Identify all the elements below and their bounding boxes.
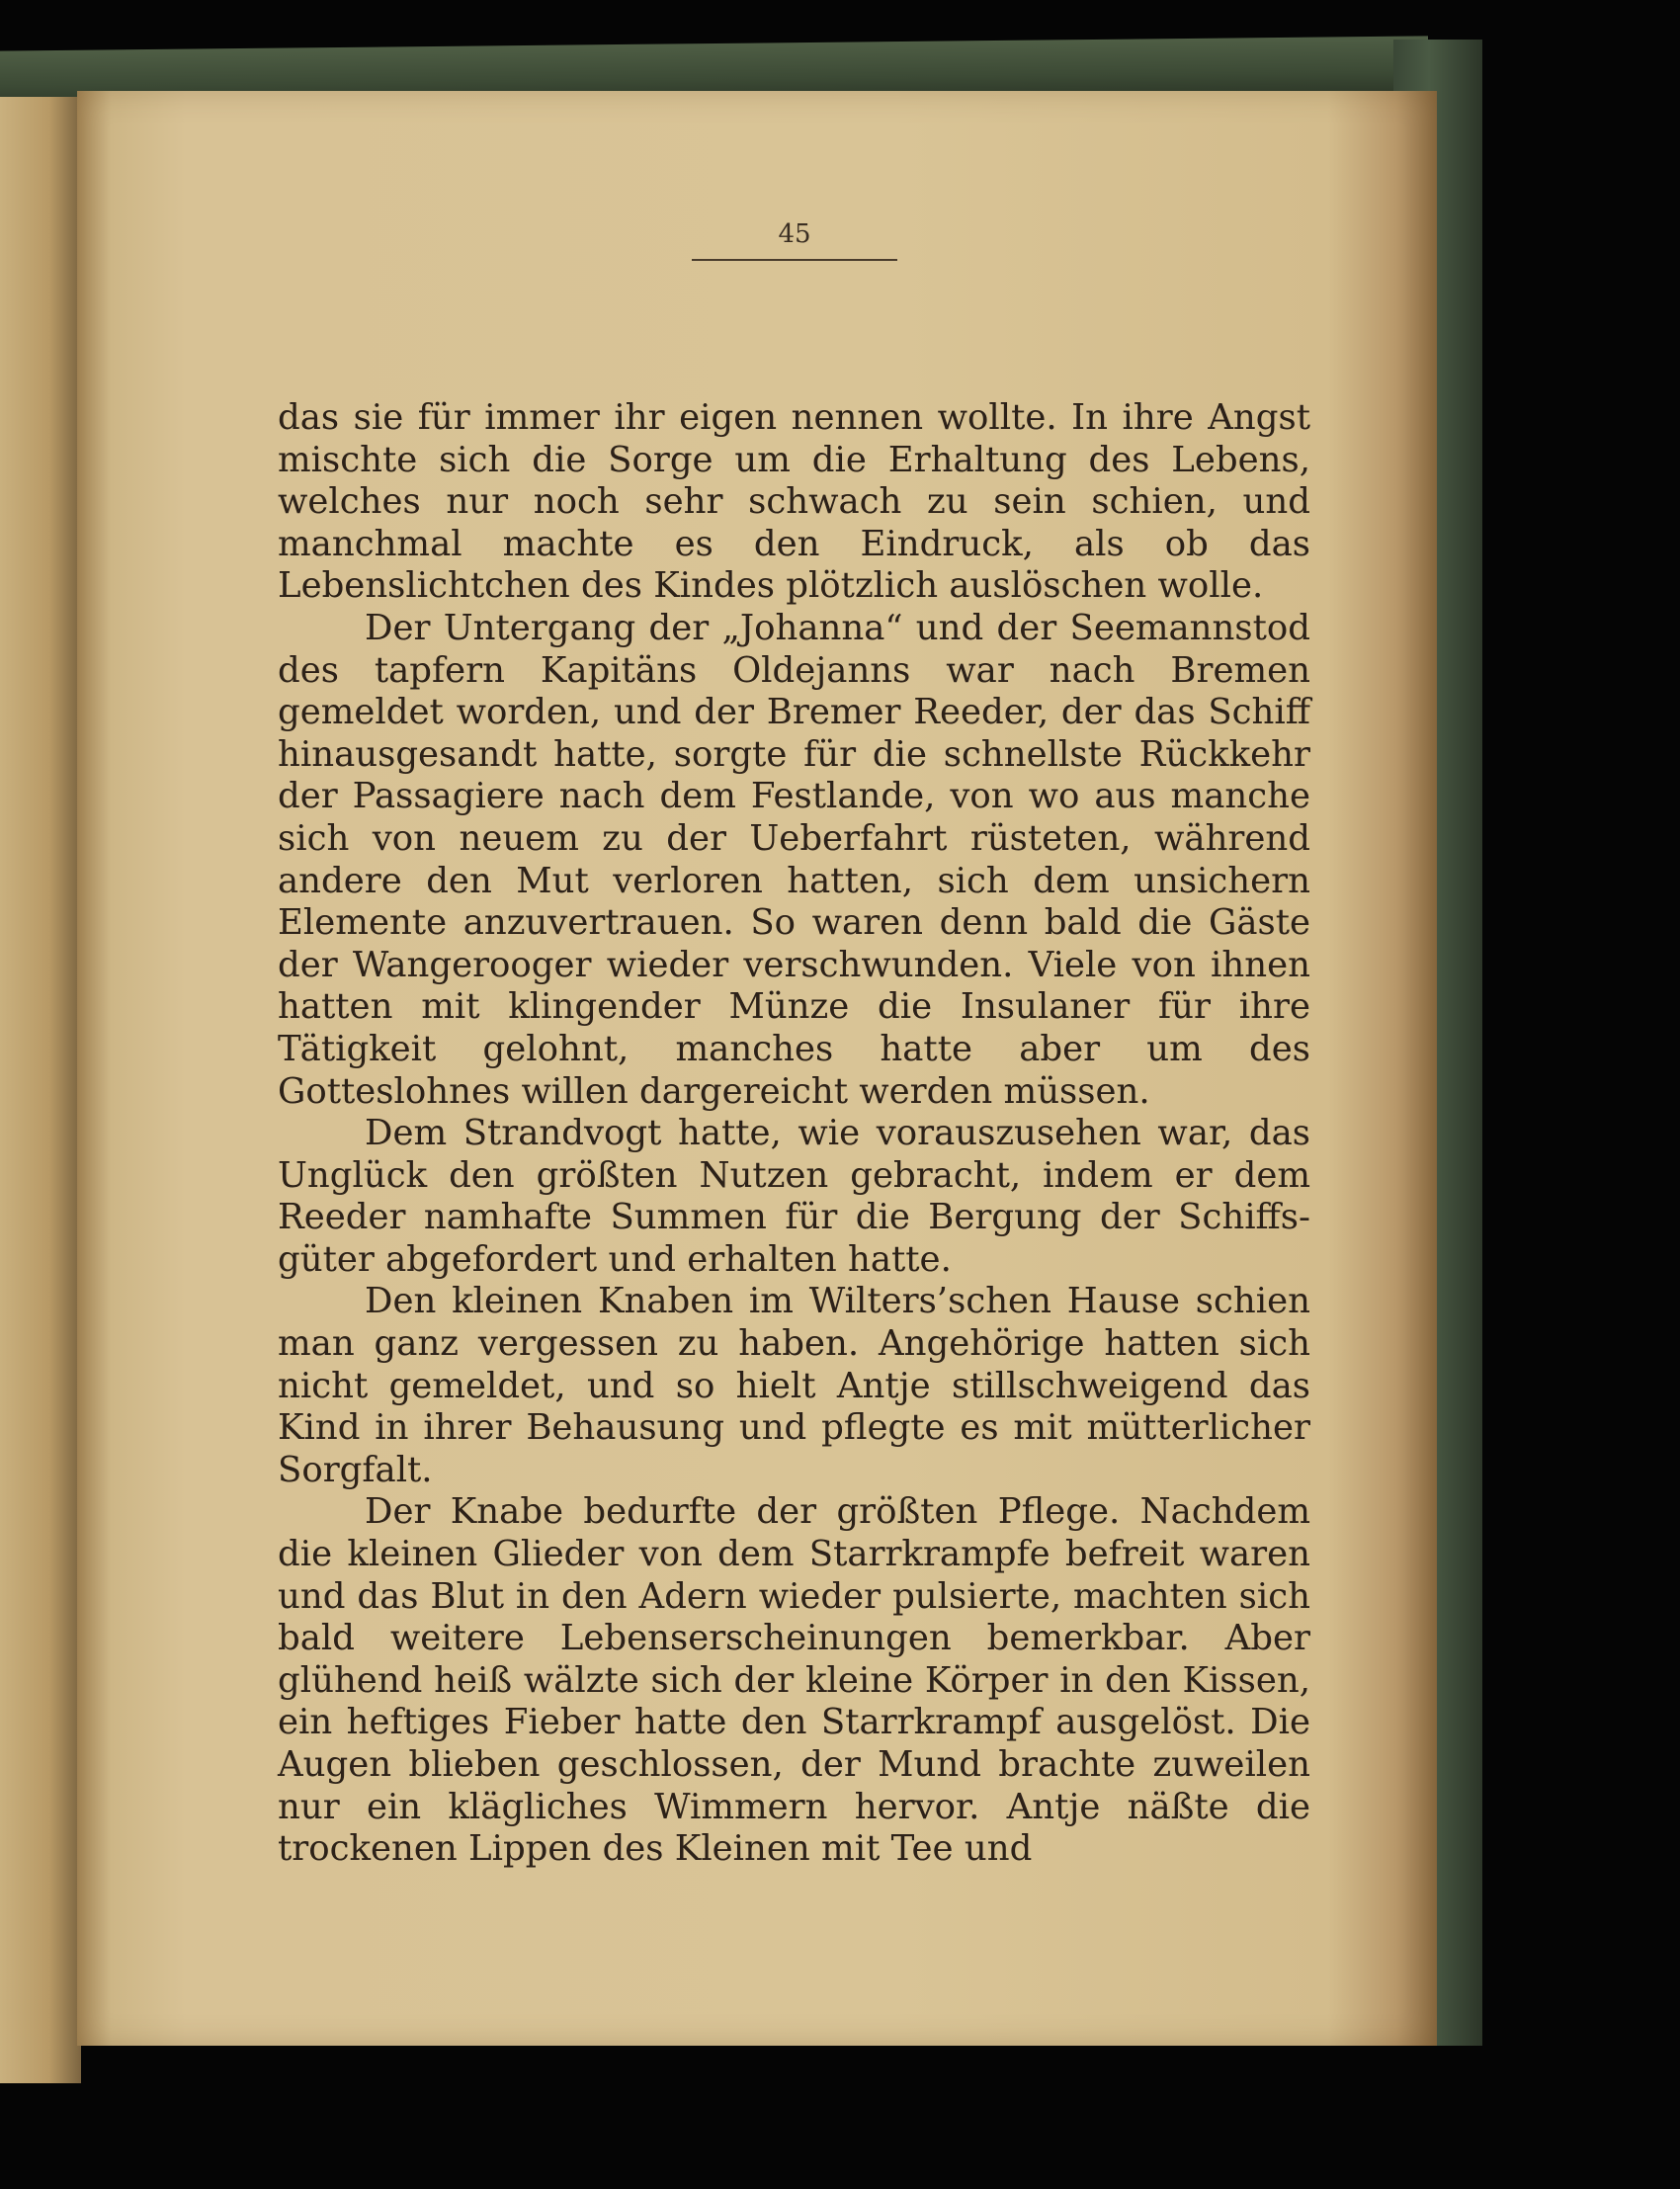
page-number: 45 xyxy=(778,219,811,249)
paragraph: Der Untergang der „Johanna“ und der Seemannstod des tapfern Kapitäns Oldejanns war nach Bremen gemeldet worden, und der Bremer Reeder, der das Schiff hinausgesandt hatte, sorgte für die schnellste Rückkehr der Passagiere nach dem Festlande, von wo aus manche sich von neuem zu der Ueberfahrt rüsteten, während andere den Mut verloren hatten, sich dem unsichern Elemente anzuvertrauen. So waren denn bald die Gäste der Wangerooger wieder verschwunden. Viele von ihnen hatten mit klingender Münze die Insulaner für ihre Tätigkeit gelohnt, manches hatte aber um des Gotteslohnes willen dargereicht werden müssen. xyxy=(278,607,1310,1112)
paragraph: Den kleinen Knaben im Wilters’schen Hause schien man ganz vergessen zu haben. Angehörige hatten sich nicht gemeldet, und so hielt Antje stillschweigend das Kind in ihrer Behausung und pflegte es mit mütterlicher Sorgfalt. xyxy=(278,1281,1310,1490)
left-page-edge xyxy=(0,97,81,2083)
book-page xyxy=(77,91,1437,2046)
paragraph: Dem Strandvogt hatte, wie vorauszusehen war, das Unglück den größten Nutzen gebracht, indem er dem Reeder namhafte Summen für die Bergung der Schiffsgüter abgefordert und erhalten hatte. xyxy=(278,1113,1310,1280)
page-number-rule xyxy=(692,259,897,261)
paragraph: Der Knabe bedurfte der größten Pflege. Nachdem die kleinen Glieder von dem Starrkrampfe befreit waren und das Blut in den Adern wieder pulsierte, machten sich bald weitere Lebenserscheinungen bemerkbar. Aber glühend heiß wälzte sich der kleine Körper in den Kissen, ein heftiges Fieber hatte den Starrkrampf ausgelöst. Die Augen blieben geschlossen, der Mund brachte zuweilen nur ein klägliches Wimmern hervor. Antje näßte die trockenen Lippen des Kleinen mit Tee und xyxy=(278,1491,1310,1870)
paragraph: das sie für immer ihr eigen nennen wollte. In ihre Angst mischte sich die Sorge um die Erhaltung des Lebens, welches nur noch sehr schwach zu sein schien, und manchmal machte es den Eindruck, als ob das Lebenslichtchen des Kindes plötzlich auslöschen wolle. xyxy=(278,397,1310,607)
page-body-text xyxy=(278,397,1310,1871)
